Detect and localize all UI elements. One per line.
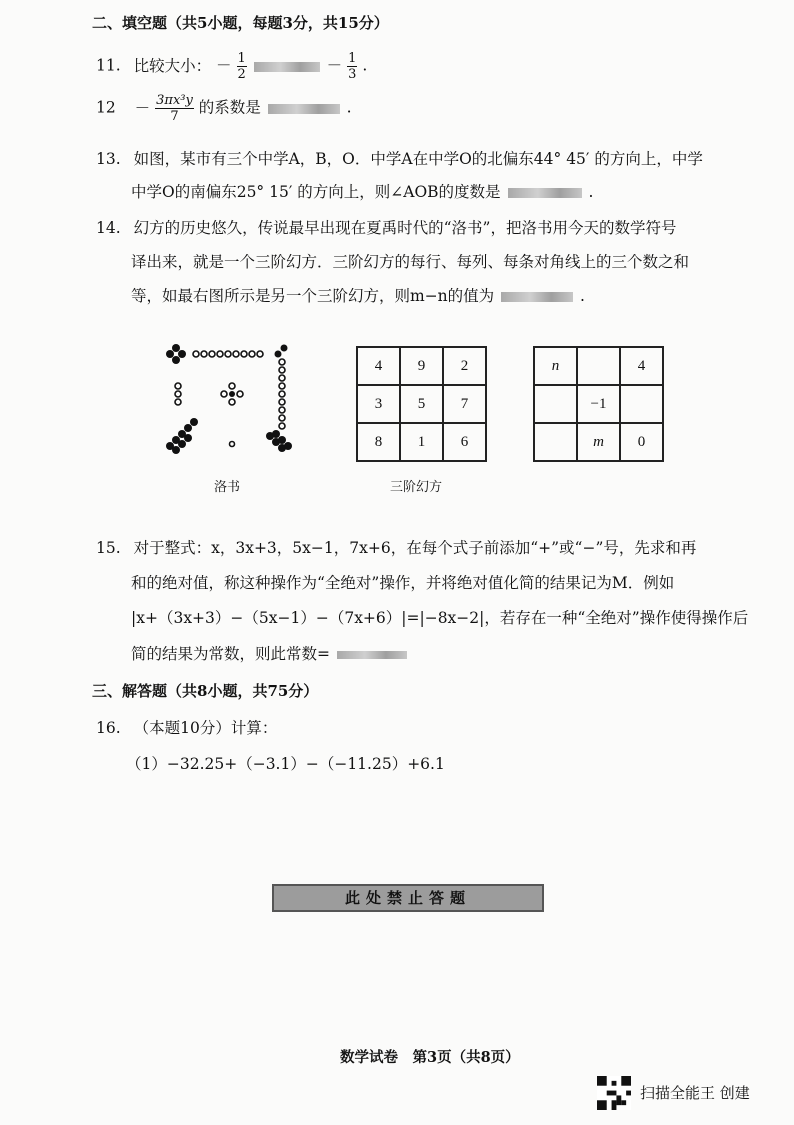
question-number: 16. (96, 719, 121, 737)
table-cell: 9 (400, 347, 443, 385)
luoshu-diagram (160, 336, 300, 460)
qr-code-icon (597, 1076, 631, 1110)
answer-blank (508, 188, 582, 198)
luoshu-caption: 洛书 (214, 480, 241, 495)
table-cell: −1 (577, 385, 620, 423)
table-row (534, 423, 663, 461)
fraction-coefficient: $\frac{\text{3πx³y}}{7}$ (156, 93, 193, 124)
fraction-one-third: $\frac{1}{3}$ (348, 51, 357, 82)
question-14-line-1: 14. 幻方的历史悠久，传说最早出现在夏禹时代的“洛书”，把洛书用今天的数学符号 (96, 219, 677, 237)
unknown-magic-square-table (533, 346, 664, 462)
answer-blank (501, 292, 573, 302)
question-number: 15. (96, 539, 121, 557)
question-15-line-4: 简的结果为常数，则此常数= (131, 642, 409, 664)
table-cell: 1 (400, 423, 443, 461)
table-cell: m (577, 423, 620, 461)
question-number: 13. (96, 150, 121, 168)
magic-square-table (356, 346, 487, 462)
question-number: 11. (96, 56, 121, 75)
answer-blank (337, 651, 407, 659)
question-15-line-3: |x+（3x+3）−（5x−1）−（7x+6）|=|−8x−2|，若存在一种“全绝对”操作使得操作后 (131, 609, 749, 627)
table-row (534, 385, 663, 423)
question-number: 14. (96, 219, 121, 237)
table-cell: 0 (620, 423, 663, 461)
section-title-fill-in: 二、填空题（共5小题，每题3分，共15分） (92, 14, 389, 32)
section-title-solve: 三、解答题（共8小题，共75分） (92, 682, 319, 700)
table-row (357, 385, 486, 423)
page-footer: 数学试卷 第3页（共8页） (340, 1049, 520, 1066)
table-cell: 2 (443, 347, 486, 385)
table-cell: 3 (357, 385, 400, 423)
table-row (357, 423, 486, 461)
magic-square-caption: 三阶幻方 (390, 480, 443, 495)
table-cell: 6 (443, 423, 486, 461)
answer-blank (254, 62, 320, 72)
table-cell (620, 385, 663, 423)
question-15-line-1: 15. 对于整式：x，3x+3，5x−1，7x+6，在每个式子前添加“+”或“−”号，先求和再 (96, 539, 697, 557)
fraction-sign: － (326, 56, 343, 75)
table-cell: 4 (620, 347, 663, 385)
scanner-watermark: 扫描全能王 创建 (640, 1084, 750, 1102)
question-13-line-2: 中学O的南偏东25° 15′ 的方向上，则∠AOB的度数是 . (131, 183, 594, 201)
table-cell: 4 (357, 347, 400, 385)
table-cell: n (534, 347, 577, 385)
table-cell (534, 385, 577, 423)
fraction-sign: － (216, 56, 232, 75)
fraction-one-half: $\frac{1}{2}$ (237, 51, 246, 82)
table-cell (577, 347, 620, 385)
table-cell (534, 423, 577, 461)
table-row (534, 347, 663, 385)
question-16-part-1: （1）−32.25+（−3.1）−（−11.25）+6.1 (126, 755, 445, 773)
no-answer-banner: 此处禁止答题 (272, 884, 544, 912)
question-14-line-2: 译出来，就是一个三阶幻方．三阶幻方的每行、每列、每条对角线上的三个数之和 (131, 253, 690, 271)
table-cell: 8 (357, 423, 400, 461)
table-cell: 7 (443, 385, 486, 423)
question-number: 12 (96, 98, 116, 117)
answer-blank (268, 104, 340, 114)
question-16: 16. （本题10分）计算： (96, 719, 278, 737)
question-text: 比较大小： (133, 56, 212, 75)
question-14-line-3: 等，如最右图所示是另一个三阶幻方，则m−n的值为 . (131, 287, 585, 305)
table-cell: 5 (400, 385, 443, 423)
question-12: 12 － $\frac{\text{3πx³y}}{7}$ 的系数是 . (96, 93, 352, 124)
question-13-line-1: 13. 如图，某市有三个中学A，B，O．中学A在中学O的北偏东44° 45′ 的方向上，中学 (96, 150, 703, 168)
question-11: 11. 比较大小： － $\frac{1}{2}$ － $\frac{1}{3}$ . (96, 51, 368, 82)
table-row (357, 347, 486, 385)
question-text: 的系数是 (198, 98, 261, 117)
question-15-line-2: 和的绝对值，称这种操作为“全绝对”操作，并将绝对值化简的结果记为M．例如 (131, 574, 675, 592)
